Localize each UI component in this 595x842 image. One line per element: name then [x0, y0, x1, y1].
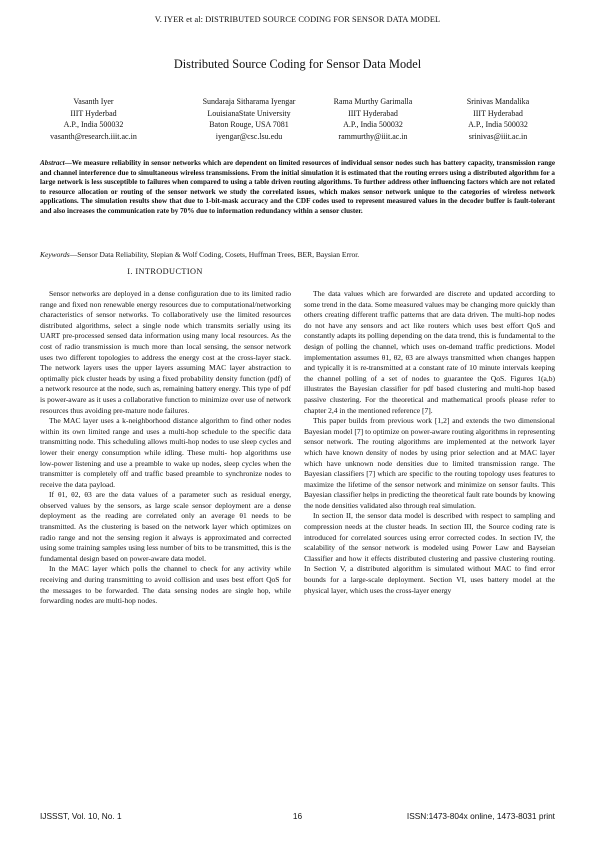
footer-issn: ISSN:1473-804x online, 1473-8031 print [406, 811, 555, 821]
paragraph: If θ1, θ2, θ3 are the data values of a parameter such as residual energy, observed values by the sensors, as large scale sensor deployment are a dense deployment as the reading are correlated only an average θ1 needs to be transmitted. As the clustering is based on the network layer which optimizes on radio range and not the sensing region it always is approximated and corrected using some training samples using less number of bits to be transmitted, this is the fundamental design based on power-aware data model. [40, 490, 291, 563]
author-affiliation: IIIT Hyderabad [473, 108, 523, 118]
author-name: Srinivas Mandalika [466, 97, 530, 106]
author-block [180, 96, 318, 142]
author-email: iyengar@csc.lsu.edu [215, 131, 283, 141]
paragraph: The MAC layer uses a k-neighborhood distance algorithm to find other nodes within its own limited range and uses a multi-hop schedule to the specific data transmitting node. This scheduling allows multi-hop nodes to use sleep cycles and lower their energy consumption while idling. These multi- hop algorithms use low-power listening and use a preamble to wake up nodes, sleep cycles when the transmitter is completely off and traffic based preamble to synchronize nodes to receive the data payload. [40, 416, 291, 489]
keywords [40, 250, 555, 260]
author-email: rammurthy@iiit.ac.in [338, 131, 408, 141]
author-email: srinivas@iiit.ac.in [468, 131, 528, 141]
author-location: A.P., India 500032 [343, 120, 403, 130]
abstract-label: Abstract [40, 159, 65, 167]
keywords-text: —Sensor Data Reliability, Slepian & Wolf Coding, Cosets, Huffman Trees, BER, Baysian Error. [69, 250, 360, 259]
right-column [304, 289, 555, 596]
paragraph: Sensor networks are deployed in a dense configuration due to its limited radio range and fixed non renewable energy resources due to computational/networking characteristics of sensor networks. To collaboratively use the limited resources distributed algorithms, select a single node which transmits serially using its UART pre-processed sensed data information using many local resources. As the cost of radio transmission is much more than local sensing, the sensor network uses two different topologies to address the energy cost at the cross-layer stack. The network layers uses the upper layers assuming MAC layer abstraction to optimally pick cluster heads by using a fixed probability density function (pdf) of a network resource at the node, such as, remaining battery energy. This type of pdf is power-aware as it uses a collaborative function to minimize over use of network resources thus avoiding pre-mature node failures. [40, 289, 291, 415]
footer-page-number: 16 [292, 811, 303, 821]
author-block [26, 96, 161, 142]
author-email: vasanth@research.iiit.ac.in [50, 131, 137, 141]
author-name: Rama Murthy Garimalla [333, 97, 413, 106]
author-affiliation: LouisianaState University [207, 108, 291, 118]
paper-title: Distributed Source Coding for Sensor Data Model [173, 57, 422, 71]
abstract [40, 159, 555, 217]
author-location: A.P., India 500032 [63, 120, 124, 130]
author-block [428, 96, 568, 142]
author-affiliation: IIIT Hyderbad [70, 108, 117, 118]
paragraph: The data values which are forwarded are discrete and updated according to some trend in the data. Some measured values may be changing more quickly than others creating different traffic patterns that are data driven. The multi-hop nodes do not have any sensors and act like routers which uses best effort QoS and constantly adapts its polling depending on the data trend, this is fundamental to the design of polling the channel, which uses on-demand traffic predictions. Model implementation assumes θ1, θ2, θ3 are always transmitted when changes happen and typically it is re-transmitted at a constant rate of 10 minute intervals keeping the channel polling of a set of nodes to guarantee the QoS. Figures 1(a,b) illustrates the Bayesian classifier for pdf based clustering and multi-hop based passive clustering. For the theoretical and mathematical proofs please refer to chapter 2,4 in the mentioned reference [7]. [304, 289, 555, 415]
paragraph: In the MAC layer which polls the channel to check for any activity while receiving and during transmitting to avoid collision and uses best effort QoS for the messages to be forwarded. The data sensing nodes are single hop, while forwarding nodes are multi-hop nodes. [40, 564, 291, 606]
author-location: A.P., India 500032 [468, 120, 528, 130]
author-block [313, 96, 433, 142]
section-heading: I. INTRODUCTION [127, 267, 203, 276]
paragraph: In section II, the sensor data model is described with respect to sampling and compression needs at the cluster heads. In section III, the Source coding rate is introduced for correlated sources using error corrected codes. In section IV, the scalability of the sensor network is modeled using Power Law and Bayseian Classifier and how it effects distributed clustering and passive clustering routing. In Section V, a distributed algorithm is simulated without MAC to find error bounds for a large-scale deployment. Section VI, uses battery model at the physical layer, which uses the cross-layer energy [304, 511, 555, 595]
author-affiliation: IIIT Hyderabad [348, 108, 398, 118]
abstract-text: —We measure reliability in sensor networks which are dependent on limited resources of individual sensor nodes such has battery capacity, transmission range and channel interference due to simultaneous wireless transmissions. From the initial simulation it is estimated that the routing errors using a distributed algorithm for a large network is less susceptible to failures when compared to using a table driven routing algorithms. To further address other influencing factors which are not related to resource allocation or routing of the sensor network we study the correlated issues, which makes sensor network unique to the categories of wireless network applications. The simulation results show that due to 1-bit-mask accuracy and the CDF codes used to represent measured values in the decoder buffer is fault-tolerant and also increases the communication rate by 70% due to information redundancy within a sensor cluster. [40, 159, 555, 215]
left-column [40, 289, 291, 607]
keywords-label: Keywords [40, 250, 70, 259]
paragraph: This paper builds from previous work [1,2] and extends the two dimensional Bayesian model [7] to optimize on power-aware routing algorithms in representing sensor network. The routing algorithms are implemented at the network layer which have known density of nodes by using prior selection and at MAC layer which have unknown node densities due to limited transmission range. The Bayesian classifiers [7] which are specific to the routing topology uses features to maximize the lifetime of the sensor network and minimize on sensor faults. This Bayesian classifier helps in predicting the theoretical fault rate bounds by knowing the node densities validated also through real simulation. [304, 416, 555, 510]
author-name: Sundaraja Sitharama Iyengar [202, 97, 296, 106]
footer-journal: IJSSST, Vol. 10, No. 1 [40, 811, 122, 821]
running-head: V. IYER et al: DISTRIBUTED SOURCE CODING FOR SENSOR DATA MODEL [154, 15, 441, 24]
author-location: Baton Rouge, USA 7081 [209, 120, 289, 130]
author-name: Vasanth Iyer [73, 97, 114, 106]
